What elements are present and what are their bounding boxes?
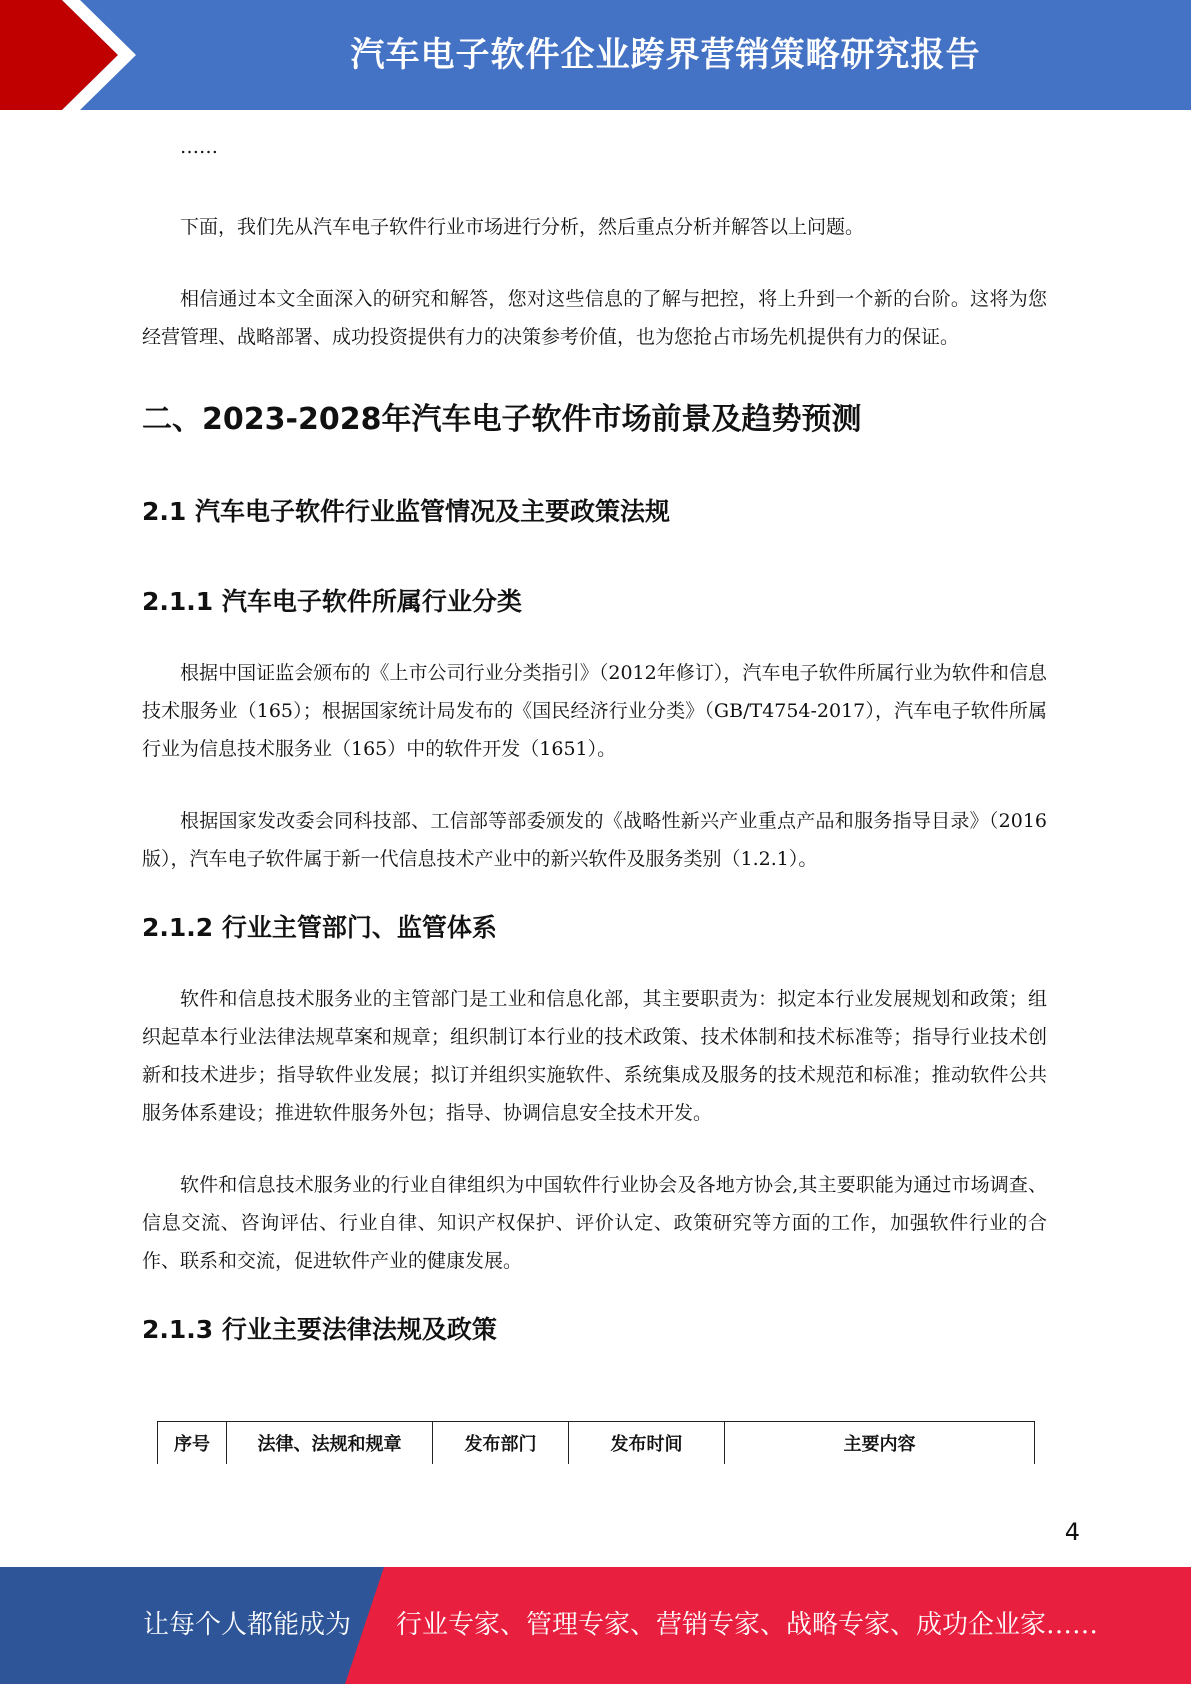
- table-header-cell: 发布时间: [569, 1422, 725, 1465]
- subsection-heading-2-1-2: 2.1.2 行业主管部门、监管体系: [142, 913, 497, 942]
- document-body: [142, 128, 1047, 1348]
- paragraph-2-1-1-a: 根据中国证监会颁布的《上市公司行业分类指引》（2012年修订），汽车电子软件所属行业为软件和信息技术服务业（165）；根据国家统计局发布的《国民经济行业分类》（GB/T4754-2017），汽车电子软件所属行业为信息技术服务业（165）中的软件开发（1651）。: [142, 662, 1047, 760]
- report-title: 汽车电子软件企业跨界营销策略研究报告: [350, 35, 981, 75]
- page-number: 4: [1064, 1518, 1080, 1546]
- page-header: [0, 0, 1191, 110]
- paragraph-2-1-2-a: 软件和信息技术服务业的主管部门是工业和信息化部，其主要职责为：拟定本行业发展规划和政策；组织起草本行业法律法规草案和规章；组织制订本行业的技术政策、技术体制和技术标准等；指导行业技术创新和技术进步；指导软件业发展；拟订并组织实施软件、系统集成及服务的技术规范和标准；推动软件公共服务体系建设；推进软件服务外包；指导、协调信息安全技术开发。: [142, 988, 1047, 1124]
- ellipsis-text: ……: [180, 136, 218, 158]
- table-header-cell: 序号: [158, 1422, 227, 1465]
- table-header-cell: 发布部门: [433, 1422, 569, 1465]
- paragraph-2-1-1-b: 根据国家发改委会同科技部、工信部等部委颁发的《战略性新兴产业重点产品和服务指导目录》（2016版），汽车电子软件属于新一代信息技术产业中的新兴软件及服务类别（1.2.1）。: [142, 810, 1047, 870]
- section-heading: 二、2023-2028年汽车电子软件市场前景及趋势预测: [142, 402, 862, 437]
- table-header-cell: 主要内容: [725, 1422, 1035, 1465]
- regulations-table: [157, 1421, 1035, 1464]
- footer-slogan-left: 让每个人都能成为: [143, 1610, 352, 1640]
- table-header-cell: 法律、法规和规章: [227, 1422, 433, 1465]
- header-chevron-icon: [0, 0, 160, 110]
- subsection-heading-2-1-1: 2.1.1 汽车电子软件所属行业分类: [142, 587, 522, 616]
- subsection-heading-2-1-3: 2.1.3 行业主要法律法规及政策: [142, 1315, 497, 1344]
- subsection-heading-2-1: 2.1 汽车电子软件行业监管情况及主要政策法规: [142, 497, 670, 526]
- intro-paragraph-1: 下面，我们先从汽车电子软件行业市场进行分析，然后重点分析并解答以上问题。: [180, 216, 865, 238]
- page-footer: [0, 1567, 1191, 1684]
- footer-slogan-right: 行业专家、管理专家、营销专家、战略专家、成功企业家……: [396, 1610, 1099, 1640]
- intro-paragraph-2: 相信通过本文全面深入的研究和解答，您对这些信息的了解与把控，将上升到一个新的台阶。这将为您经营管理、战略部署、成功投资提供有力的决策参考价值，也为您抢占市场先机提供有力的保证。: [142, 288, 1047, 348]
- paragraph-2-1-2-b: 软件和信息技术服务业的行业自律组织为中国软件行业协会及各地方协会,其主要职能为通过市场调查、信息交流、咨询评估、行业自律、知识产权保护、评价认定、政策研究等方面的工作，加强软件行业的合作、联系和交流，促进软件产业的健康发展。: [142, 1174, 1047, 1272]
- table-header-row: [158, 1422, 1035, 1465]
